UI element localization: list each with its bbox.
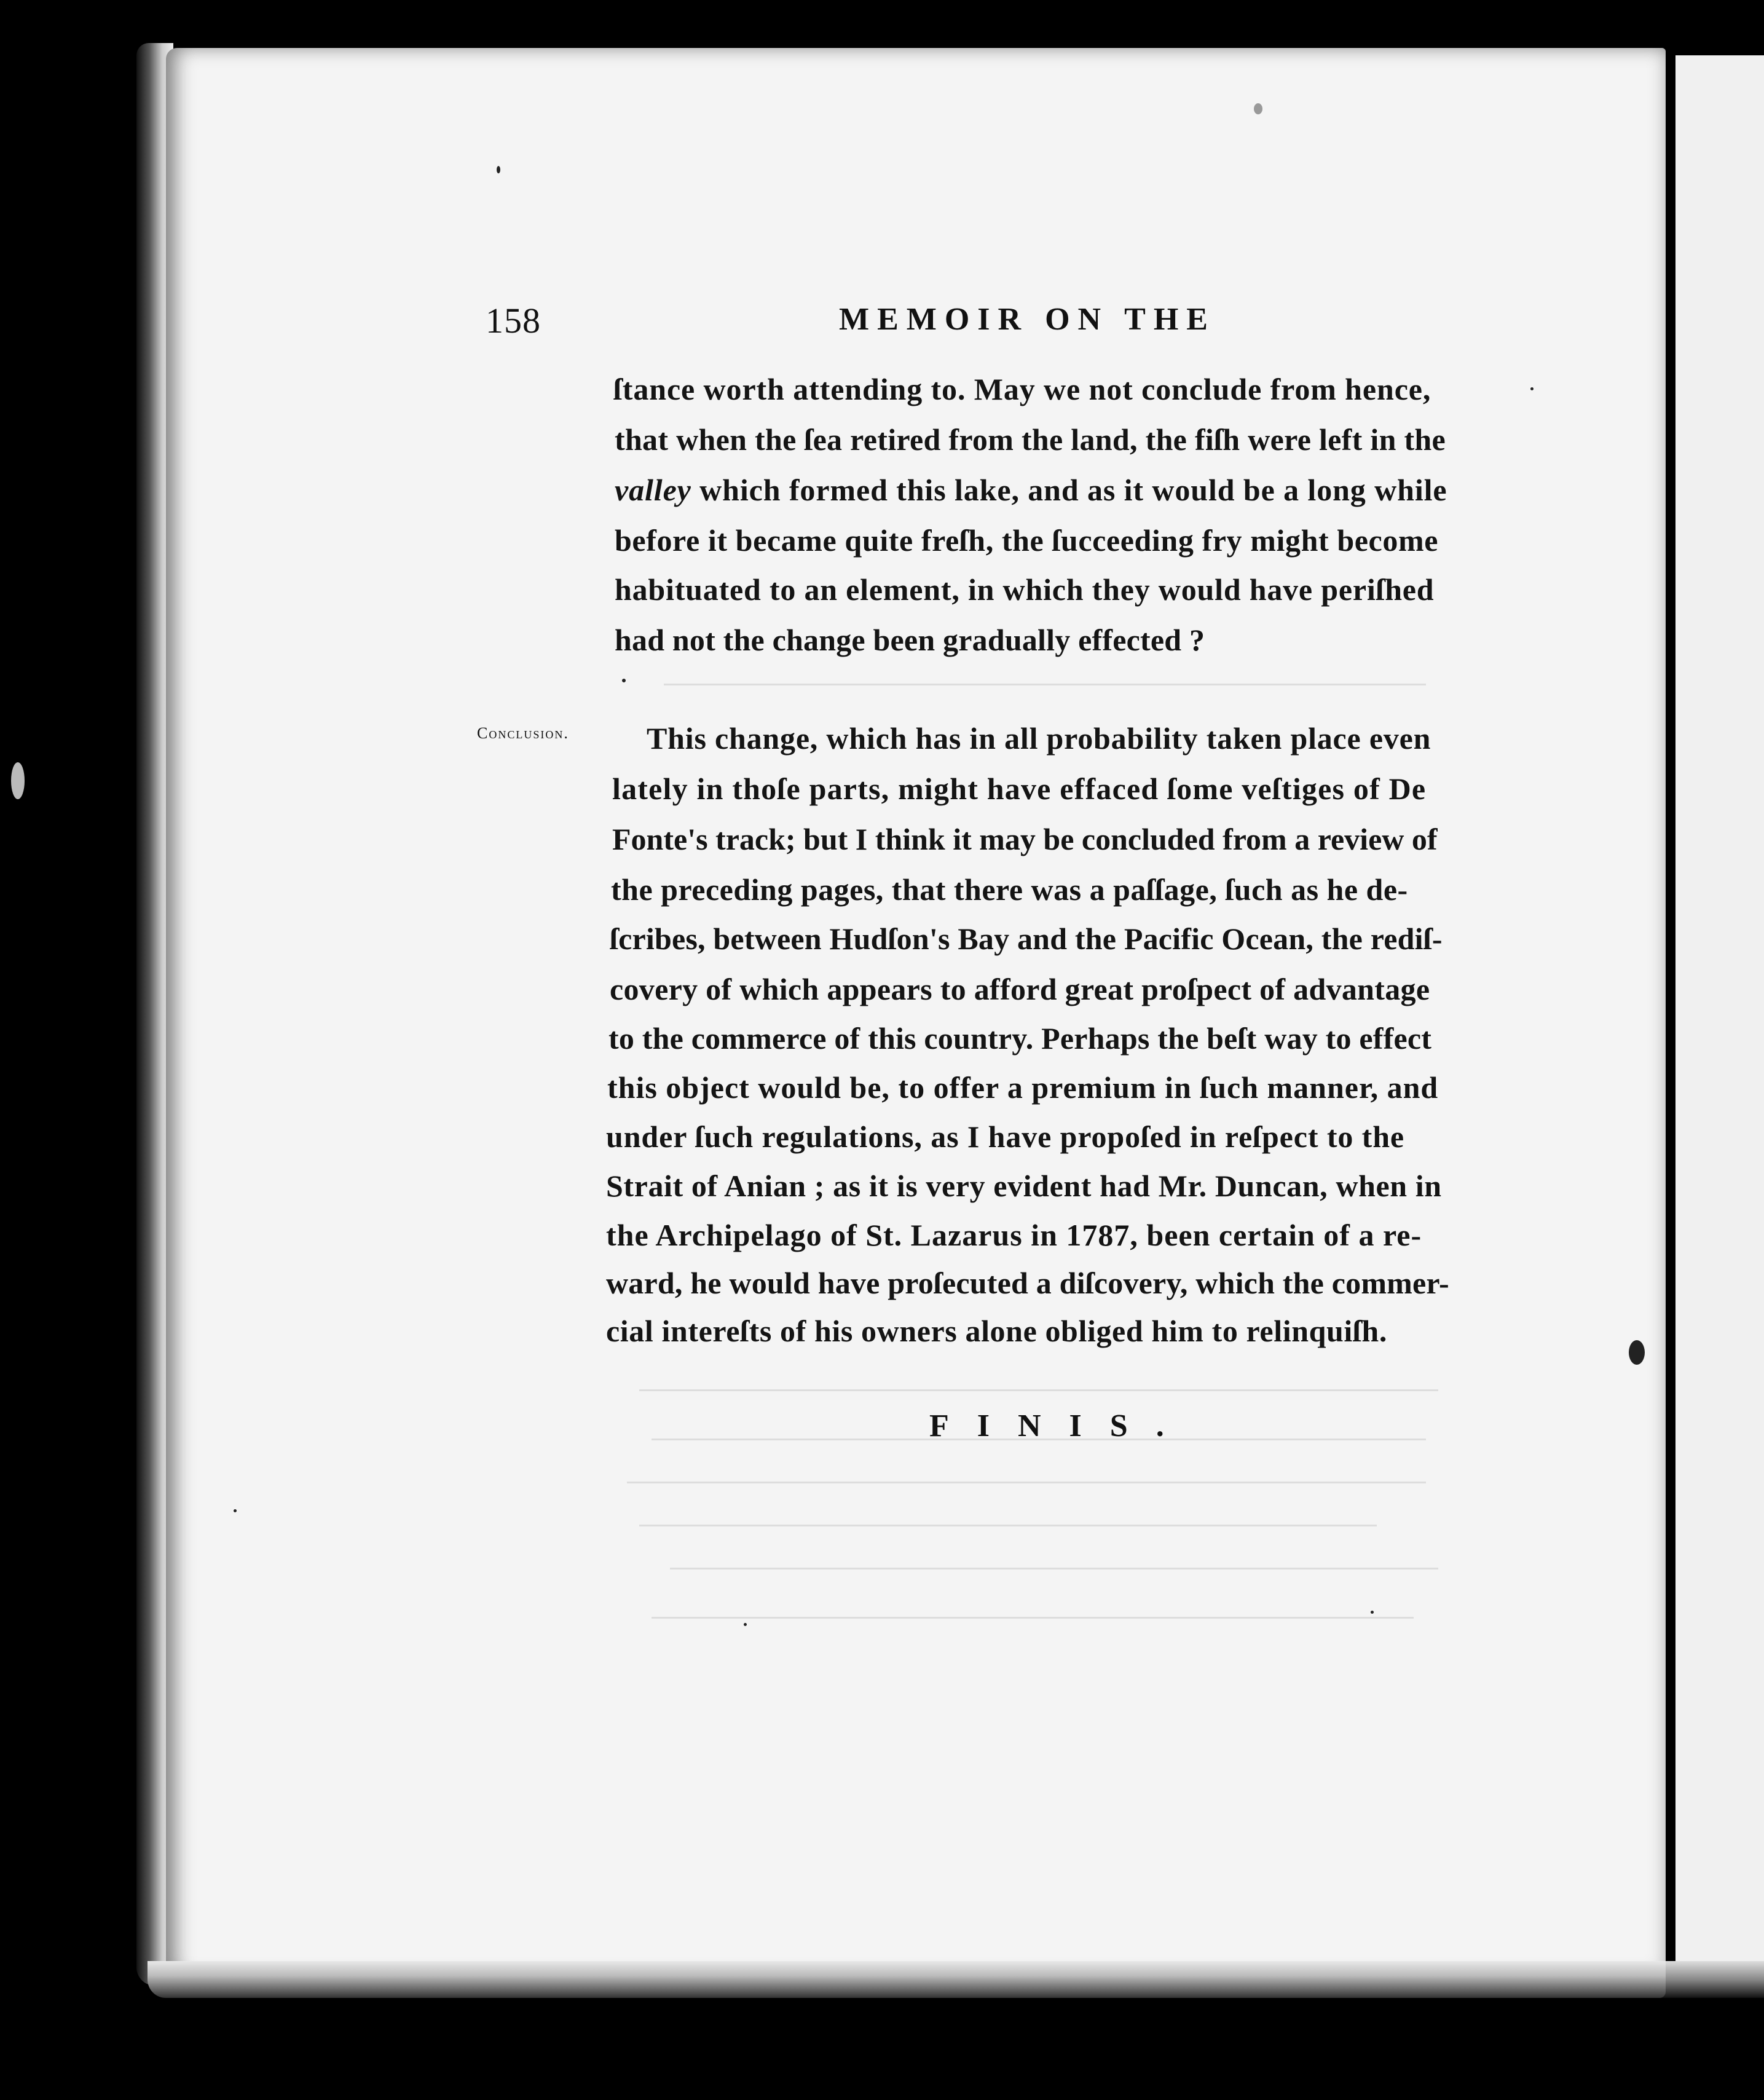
scan-speck	[1371, 1611, 1374, 1614]
show-through-line	[639, 1525, 1377, 1526]
facing-page-bottom-edge	[1660, 1961, 1764, 1998]
text-line: this object would be, to offer a premium in ſuch manner, and	[607, 1070, 1439, 1105]
scan-speck	[497, 166, 500, 173]
show-through-line	[627, 1482, 1426, 1483]
text-line: cial intereſts of his owners alone obliged him to relinquiſh.	[606, 1314, 1387, 1348]
page-number: 158	[486, 301, 541, 341]
text-line: Strait of Anian ; as it is very evident had Mr. Duncan, when in	[606, 1169, 1442, 1203]
finis: FINIS.	[929, 1408, 1192, 1443]
text-line	[615, 472, 1447, 508]
running-head: MEMOIR ON THE	[839, 302, 1216, 337]
text-line: ward, he would have proſecuted a diſcovery, which the commer-	[606, 1266, 1449, 1300]
page-header	[486, 300, 1260, 349]
text-line: under ſuch regulations, as I have propoſed in reſpect to the	[606, 1119, 1405, 1154]
text-line: the preceding pages, that there was a paſſage, ſuch as he de-	[611, 872, 1408, 907]
scan-speck	[11, 762, 25, 799]
text-line: had not the change been gradually effected ?	[615, 623, 1205, 657]
text-line: before it became quite freſh, the ſucceeding fry might become	[615, 523, 1438, 558]
scan-speck	[234, 1509, 237, 1512]
facing-page-edge	[1671, 55, 1764, 1973]
show-through-line	[670, 1568, 1438, 1569]
page-bottom-edge	[148, 1961, 1666, 1998]
show-through-line	[652, 1617, 1414, 1619]
scan-speck	[1254, 103, 1262, 114]
text-line: habituated to an element, in which they would have periſhed	[615, 572, 1435, 607]
text-line: to the commerce of this country. Perhaps the beſt way to effect	[608, 1021, 1432, 1056]
text-line: the Archipelago of St. Lazarus in 1787, been certain of a re-	[606, 1218, 1422, 1252]
text-line: This change, which has in all probability taken place even	[647, 721, 1431, 756]
marginal-note: Conclusion.	[477, 724, 569, 742]
text-line: ſtance worth attending to. May we not conclude from hence,	[613, 372, 1431, 406]
scan-speck	[1530, 387, 1534, 390]
scan-speck	[1629, 1340, 1645, 1365]
text-line: ſcribes, between Hudſon's Bay and the Pacific Ocean, the rediſ-	[610, 922, 1443, 956]
text-line-rest: which formed this lake, and as it would be a long while	[699, 473, 1447, 507]
italic-word: valley	[615, 473, 691, 507]
text-line: that when the ſea retired from the land, the fiſh were left in the	[615, 422, 1446, 457]
text-line: Fonte's track; but I think it may be concluded from a review of	[612, 822, 1438, 856]
text-line: covery of which appears to afford great proſpect of advantage	[610, 972, 1430, 1006]
scan-speck	[622, 679, 626, 682]
text-line: lately in thoſe parts, might have effaced ſome veſtiges of De	[612, 772, 1427, 806]
show-through-line	[664, 684, 1426, 685]
show-through-line	[639, 1389, 1438, 1391]
scan-speck	[744, 1623, 747, 1626]
